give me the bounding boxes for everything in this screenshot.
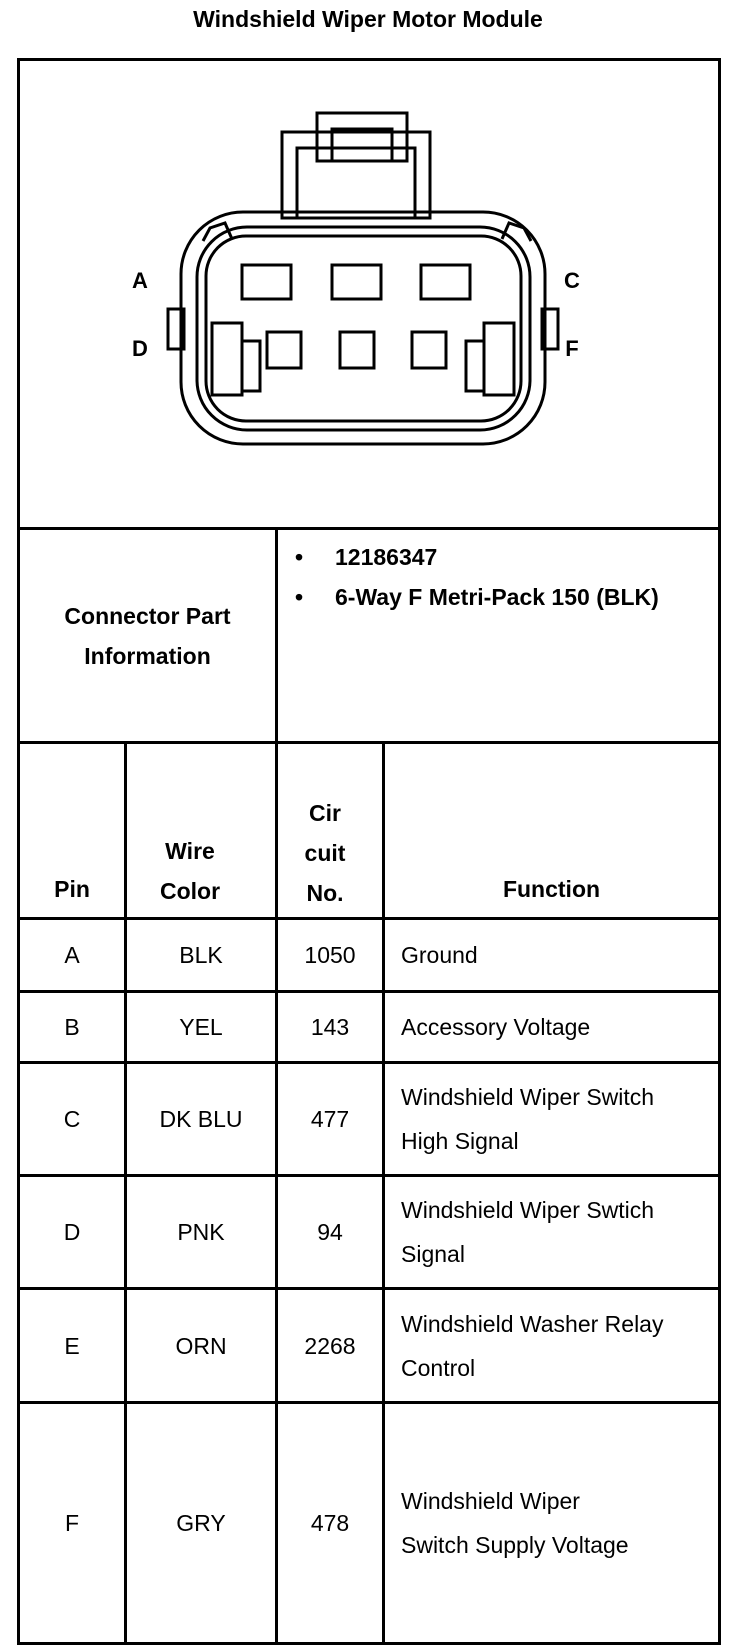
key-rib-right-inner <box>466 341 484 391</box>
pin-label-a: A <box>132 268 148 293</box>
table-row-pin: B <box>64 1014 80 1040</box>
connector-diagram <box>20 61 718 569</box>
header-wire-color: Wire Color <box>159 838 221 904</box>
page-title: Windshield Wiper Motor Module <box>193 6 543 32</box>
connector-drawing <box>20 61 718 569</box>
table-row-circuit: 478 <box>310 1510 350 1536</box>
latch-inner <box>297 148 415 218</box>
table-row-wire-color: ORN <box>175 1332 227 1359</box>
cavity-f <box>412 332 446 368</box>
table-row-function: Windshield Wiper Switch Supply Voltage <box>401 1488 629 1558</box>
table-row-circuit: 94 <box>317 1219 343 1245</box>
cavity-e <box>340 332 374 368</box>
bullet-icon: • <box>295 544 304 570</box>
connector-info-item <box>295 577 705 617</box>
table-row-function: Windshield Washer Relay Control <box>401 1310 664 1381</box>
table-row-circuit: 477 <box>310 1106 350 1132</box>
table-row-function: Ground <box>401 942 478 968</box>
table-row-wire-color: YEL <box>179 1014 223 1040</box>
cavity-d <box>267 332 301 368</box>
table-row-function: Windshield Wiper Switch High Signal <box>401 1084 655 1154</box>
table-row-circuit: 1050 <box>304 942 356 968</box>
table-row-pin: E <box>64 1332 80 1359</box>
table-row-circuit: 2268 <box>304 1332 356 1359</box>
bullet-icon: • <box>295 584 304 610</box>
key-rib-left-inner <box>242 341 260 391</box>
table-row-pin: F <box>64 1510 80 1536</box>
table-row-function: Accessory Voltage <box>401 1014 591 1040</box>
pin-label-d: D <box>132 336 148 361</box>
table-row-wire-color: DK BLU <box>159 1106 243 1132</box>
part-number: 12186347 <box>335 544 438 570</box>
table-row-function: Windshield Wiper Swtich Signal <box>401 1197 655 1267</box>
table-row-circuit: 143 <box>310 1014 350 1040</box>
pin-label-f: F <box>565 336 579 361</box>
cavity-c <box>421 265 470 299</box>
table-row-wire-color: GRY <box>176 1510 226 1536</box>
key-rib-right <box>484 323 514 395</box>
table-row-pin: C <box>63 1106 81 1132</box>
pinout-table <box>17 58 721 1645</box>
key-rib-left <box>212 323 242 395</box>
header-function: Function <box>502 876 601 902</box>
connector-info-list <box>295 537 705 617</box>
header-pin: Pin <box>54 876 90 902</box>
table-row-pin: A <box>64 942 80 968</box>
connector-type: 6-Way F Metri-Pack 150 (BLK) <box>335 584 659 610</box>
table-row-wire-color: PNK <box>177 1219 225 1245</box>
connector-body-mid <box>197 227 530 430</box>
header-circuit-no: Cir cuit No. <box>304 800 346 906</box>
connector-info-label: Connector Part Information <box>64 602 231 669</box>
connector-body-outer <box>181 212 545 444</box>
table-row-pin: D <box>63 1219 81 1245</box>
cavity-b <box>332 265 381 299</box>
latch-button <box>332 129 392 161</box>
cavity-a <box>242 265 291 299</box>
table-row-wire-color: BLK <box>179 942 223 968</box>
pin-label-c: C <box>564 268 580 293</box>
connector-info-item <box>295 537 705 577</box>
